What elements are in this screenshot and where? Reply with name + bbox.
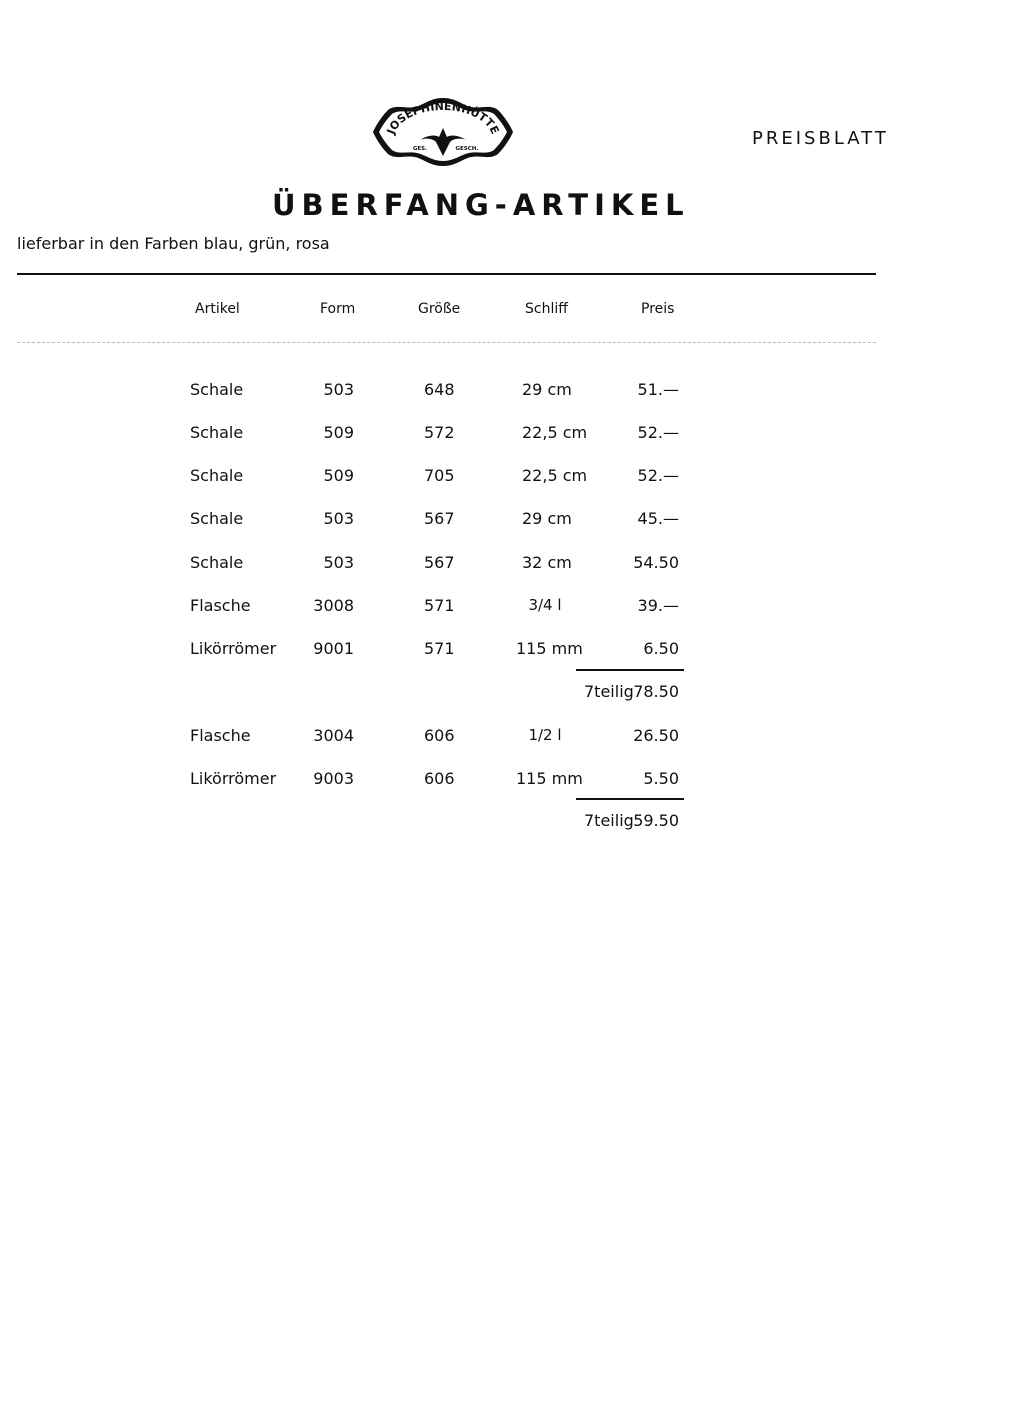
cell-artikel: Likörrömer <box>190 769 277 788</box>
josephinenhuette-logo <box>370 92 516 172</box>
cell-preis: 52.— <box>637 466 679 485</box>
logo-text-left: GES. <box>412 146 428 152</box>
cell-schliff: 115 mm <box>516 769 583 788</box>
cell-schliff: 3/4 l <box>528 596 562 614</box>
cell-form: 503 <box>323 553 354 572</box>
sheet-label: PREISBLATT <box>752 128 889 149</box>
logo-text-arc: JOSEPHINENHÜTTE <box>384 99 502 137</box>
total-label: 7teilig <box>584 811 634 830</box>
column-header-schliff: Schliff <box>525 301 568 317</box>
logo-text-right: GESCH. <box>455 146 479 152</box>
cell-groesse: 567 <box>424 553 455 572</box>
cell-form: 9001 <box>313 639 354 658</box>
cell-schliff: 22,5 cm <box>522 423 588 442</box>
cell-schliff: 29 cm <box>522 509 572 528</box>
cell-form: 3004 <box>313 726 354 745</box>
header-divider <box>17 342 876 343</box>
cell-groesse: 705 <box>424 466 455 485</box>
cell-groesse: 606 <box>424 726 455 745</box>
cell-schliff: 1/2 l <box>528 726 562 744</box>
cell-schliff: 22,5 cm <box>522 466 588 485</box>
cell-preis: 51.— <box>637 380 679 399</box>
cell-form: 503 <box>323 509 354 528</box>
cell-artikel: Flasche <box>190 726 251 745</box>
cell-preis: 45.— <box>637 509 679 528</box>
cell-groesse: 648 <box>424 380 455 399</box>
cell-preis: 26.50 <box>633 726 679 745</box>
cell-form: 3008 <box>313 596 354 615</box>
cell-preis: 39.— <box>637 596 679 615</box>
cell-artikel: Schale <box>190 423 244 442</box>
cell-preis: 54.50 <box>633 553 679 572</box>
cell-artikel: Schale <box>190 380 244 399</box>
cell-artikel: Schale <box>190 553 244 572</box>
total-label: 7teilig <box>584 682 634 701</box>
column-header-preis: Preis <box>641 301 675 317</box>
cell-groesse: 571 <box>424 639 455 658</box>
cell-groesse: 606 <box>424 769 455 788</box>
column-header-artikel: Artikel <box>195 301 240 317</box>
cell-artikel: Schale <box>190 466 244 485</box>
cell-preis: 52.— <box>637 423 679 442</box>
cell-schliff: 29 cm <box>522 380 572 399</box>
subtotal-rule <box>576 798 684 800</box>
page-title: ÜBERFANG-ARTIKEL <box>272 188 690 222</box>
cell-artikel: Schale <box>190 509 244 528</box>
cell-groesse: 567 <box>424 509 455 528</box>
cell-schliff: 115 mm <box>516 639 583 658</box>
subtitle: lieferbar in den Farben blau, grün, rosa <box>17 234 330 253</box>
cell-schliff: 32 cm <box>522 553 572 572</box>
column-header-groesse: Größe <box>418 301 461 317</box>
cell-preis: 6.50 <box>643 639 679 658</box>
subtotal-rule <box>576 669 684 671</box>
cell-groesse: 572 <box>424 423 455 442</box>
cell-form: 509 <box>323 423 354 442</box>
cell-groesse: 571 <box>424 596 455 615</box>
total-value: 78.50 <box>633 682 679 701</box>
cell-form: 509 <box>323 466 354 485</box>
cell-form: 9003 <box>313 769 354 788</box>
column-header-form: Form <box>320 301 356 317</box>
cell-form: 503 <box>323 380 354 399</box>
cell-artikel: Flasche <box>190 596 251 615</box>
cell-preis: 5.50 <box>643 769 679 788</box>
top-rule <box>17 273 876 275</box>
total-value: 59.50 <box>633 811 679 830</box>
cell-artikel: Likörrömer <box>190 639 277 658</box>
